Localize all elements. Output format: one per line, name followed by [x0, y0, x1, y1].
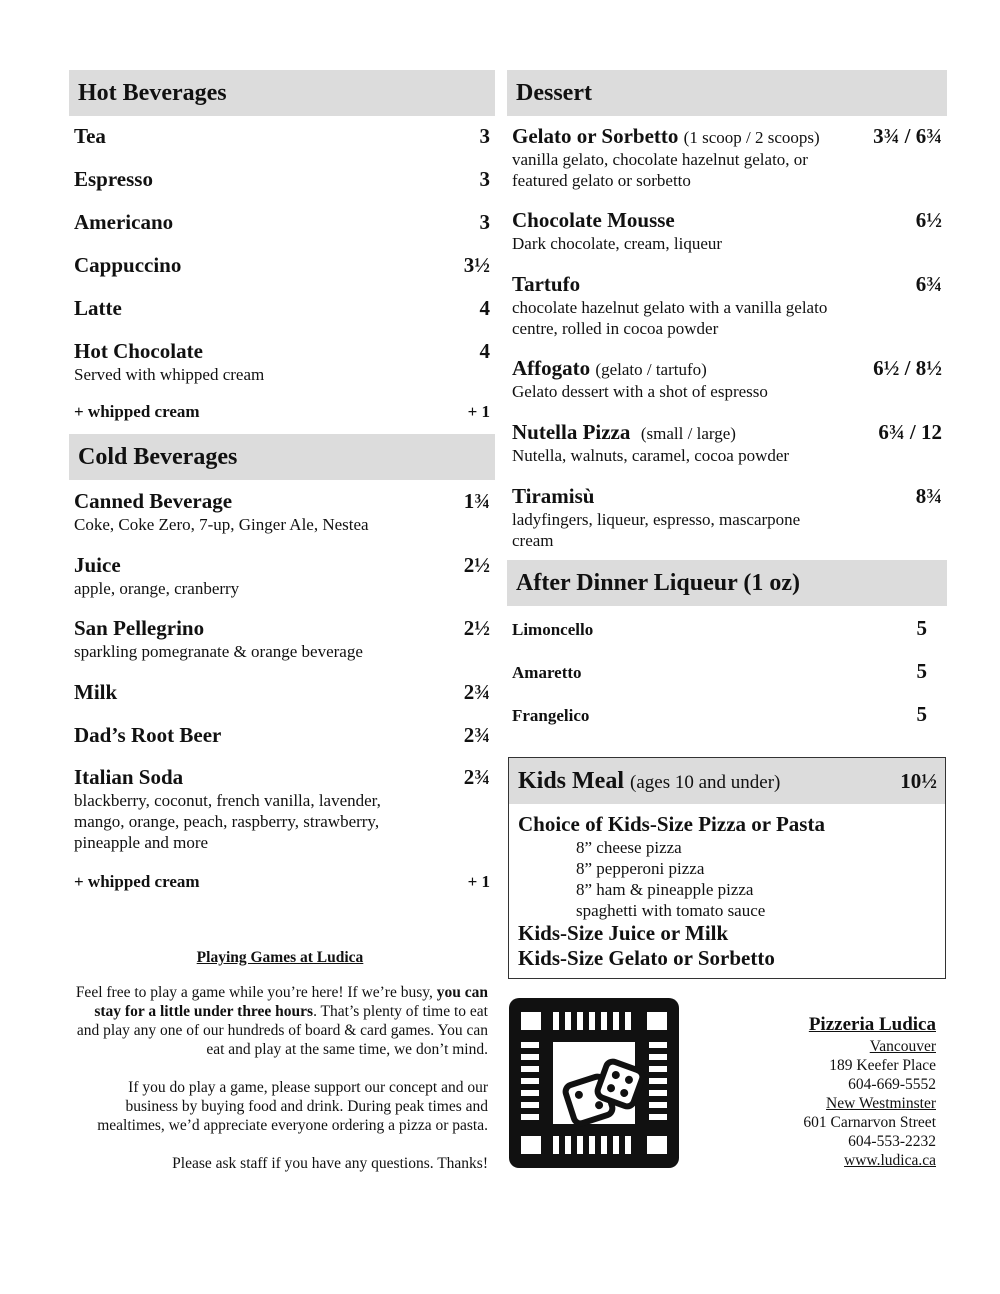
menu-item-americano [69, 210, 495, 235]
menu-item-tiramisu [507, 484, 947, 551]
games-paragraph-2: If you do play a game, please support our concept and our business by buying food and drink. During peak times and mealtimes, we’d appreciate everyone ordering a pizza or pasta. [97, 1079, 488, 1134]
section-title-hot-beverages: Hot Beverages [69, 70, 495, 116]
games-info [72, 948, 488, 1192]
item-name: Frangelico [512, 706, 590, 725]
item-name: + whipped cream [74, 402, 200, 421]
kids-option: spaghetti with tomato sauce [576, 901, 766, 920]
item-description: Served with whipped cream [74, 365, 265, 384]
item-name: Juice [74, 553, 121, 577]
item-description: Coke, Coke Zero, 7-up, Ginger Ale, Nestea [74, 515, 369, 534]
menu-item-frangelico [507, 702, 947, 727]
menu-item-amaretto [507, 659, 947, 684]
games-paragraph-1: Feel free to play a game while you’re here! If we’re busy, you can stay for a little under three hours. That’s plenty of time to eat and play any one of our hundreds of board & card games. You can eat and play at the same time, we don’t mind. [75, 984, 488, 1058]
item-price: + 1 [467, 402, 490, 421]
item-price: 1¾ [463, 489, 490, 513]
website-link[interactable]: www.ludica.ca [844, 1152, 936, 1169]
item-description: ladyfingers, liqueur, espresso, mascarpone cream [512, 510, 801, 550]
games-title: Playing Games at Ludica [196, 949, 364, 966]
item-description: Gelato dessert with a shot of espresso [512, 382, 768, 401]
item-description: apple, orange, cranberry [74, 579, 240, 598]
item-description: chocolate hazelnut gelato with a vanilla gelato centre, rolled in cocoa powder [512, 298, 828, 338]
item-price: 2½ [463, 553, 490, 577]
item-name: Tea [74, 124, 106, 148]
menu-item-affogato [507, 356, 947, 402]
games-paragraph-3: Please ask staff if you have any questions. Thanks! [172, 1155, 488, 1172]
kids-meal-body [509, 804, 945, 979]
menu-item-whipped-cream-hot [69, 402, 495, 422]
item-price: + 1 [467, 872, 490, 891]
menu-item-milk [69, 680, 495, 705]
item-name: Tartufo [512, 272, 581, 296]
item-name: Milk [74, 680, 118, 704]
item-price: 5 [916, 702, 927, 726]
menu-item-tartufo [507, 272, 947, 339]
games-highlight: you can stay for a little under three hours [94, 984, 488, 1020]
item-name: Gelato or Sorbetto [512, 124, 679, 148]
menu-item-dads-root-beer [69, 723, 495, 748]
item-description: Nutella, walnuts, caramel, cocoa powder [512, 446, 790, 465]
menu-item-latte [69, 296, 495, 321]
phone-vancouver: 604-669-5552 [848, 1076, 936, 1093]
menu-item-gelato-sorbetto [507, 124, 947, 191]
location-vancouver: Vancouver [869, 1038, 936, 1055]
item-price: 3 [479, 167, 490, 191]
item-name: Amaretto [512, 663, 582, 682]
item-name: Americano [74, 210, 174, 234]
item-price: 3½ [463, 253, 490, 277]
item-description: Dark chocolate, cream, liqueur [512, 234, 723, 253]
item-price: 2¾ [463, 680, 490, 704]
menu-item-whipped-cream-cold [69, 872, 495, 892]
item-name: Canned Beverage [74, 489, 233, 513]
item-name: Chocolate Mousse [512, 208, 675, 232]
item-name: Nutella Pizza [512, 420, 631, 444]
item-price: 3 [479, 210, 490, 234]
item-description: blackberry, coconut, french vanilla, lavender, mango, orange, peach, raspberry, strawberry, pineapple and more [74, 791, 381, 852]
item-name: Dad’s Root Beer [74, 723, 222, 747]
item-price: 4 [479, 339, 490, 363]
item-price: 5 [916, 616, 927, 640]
item-name: Hot Chocolate [74, 339, 203, 363]
item-name: Cappuccino [74, 253, 182, 277]
menu-item-san-pellegrino [69, 616, 495, 662]
menu-item-italian-soda [69, 765, 495, 853]
item-name: San Pellegrino [74, 616, 205, 640]
item-name: Tiramisù [512, 484, 595, 508]
restaurant-name: Pizzeria Ludica [808, 1014, 936, 1035]
item-price: 2½ [463, 616, 490, 640]
item-price: 2¾ [463, 723, 490, 747]
item-price: 3¾ / 6¾ [873, 124, 942, 148]
left-column [69, 70, 495, 891]
section-title-liqueur: After Dinner Liqueur (1 oz) [507, 560, 947, 606]
contact-info [803, 1013, 936, 1170]
kids-meal-price: 10½ [900, 768, 937, 793]
item-name: Italian Soda [74, 765, 184, 789]
section-title-cold-beverages: Cold Beverages [69, 434, 495, 480]
menu-item-espresso [69, 167, 495, 192]
phone-new-westminster: 604-553-2232 [848, 1133, 936, 1150]
item-name: Limoncello [512, 620, 594, 639]
item-name: Affogato [512, 356, 591, 380]
item-description: vanilla gelato, chocolate hazelnut gelato, or featured gelato or sorbetto [512, 150, 808, 190]
section-title-dessert: Dessert [507, 70, 947, 116]
item-name: Espresso [74, 167, 153, 191]
item-description: sparkling pomegranate & orange beverage [74, 642, 363, 661]
address-vancouver: 189 Keefer Place [829, 1057, 936, 1074]
kids-option: 8” ham & pineapple pizza [576, 880, 754, 899]
item-note: (small / large) [640, 424, 736, 443]
item-price: 5 [916, 659, 927, 683]
kids-meal-choice: Choice of Kids-Size Pizza or Pasta [518, 812, 825, 836]
item-note: (gelato / tartufo) [595, 360, 707, 379]
kids-meal-dessert: Kids-Size Gelato or Sorbetto [518, 946, 775, 970]
kids-meal-note: (ages 10 and under) [630, 771, 781, 793]
address-new-westminster: 601 Carnarvon Street [803, 1114, 936, 1131]
item-name: + whipped cream [74, 872, 200, 891]
kids-meal-drink: Kids-Size Juice or Milk [518, 921, 729, 945]
menu-item-chocolate-mousse [507, 208, 947, 254]
item-price: 2¾ [463, 765, 490, 789]
board-game-dice-icon [509, 998, 679, 1168]
menu-item-tea [69, 124, 495, 149]
item-price: 6¾ / 12 [878, 420, 942, 444]
location-new-westminster: New Westminster [826, 1095, 936, 1112]
item-price: 4 [479, 296, 490, 320]
menu-item-juice [69, 553, 495, 599]
menu-item-cappuccino [69, 253, 495, 278]
kids-option: 8” pepperoni pizza [576, 859, 705, 878]
menu-item-canned-beverage [69, 489, 495, 535]
kids-meal-box [508, 757, 946, 979]
menu-item-nutella-pizza [507, 420, 947, 466]
item-price: 6½ / 8½ [873, 356, 942, 380]
hot-beverages-list [69, 116, 495, 434]
item-price: 8¾ [915, 484, 942, 508]
item-note: (1 scoop / 2 scoops) [683, 128, 820, 147]
item-price: 3 [479, 124, 490, 148]
item-name: Latte [74, 296, 122, 320]
item-price: 6¾ [915, 272, 942, 296]
menu-item-limoncello [507, 616, 947, 641]
kids-meal-title: Kids Meal [518, 767, 624, 794]
item-price: 6½ [915, 208, 942, 232]
right-column [507, 70, 947, 726]
kids-meal-header [509, 758, 945, 804]
menu-item-hot-chocolate [69, 339, 495, 385]
kids-option: 8” cheese pizza [576, 838, 682, 857]
